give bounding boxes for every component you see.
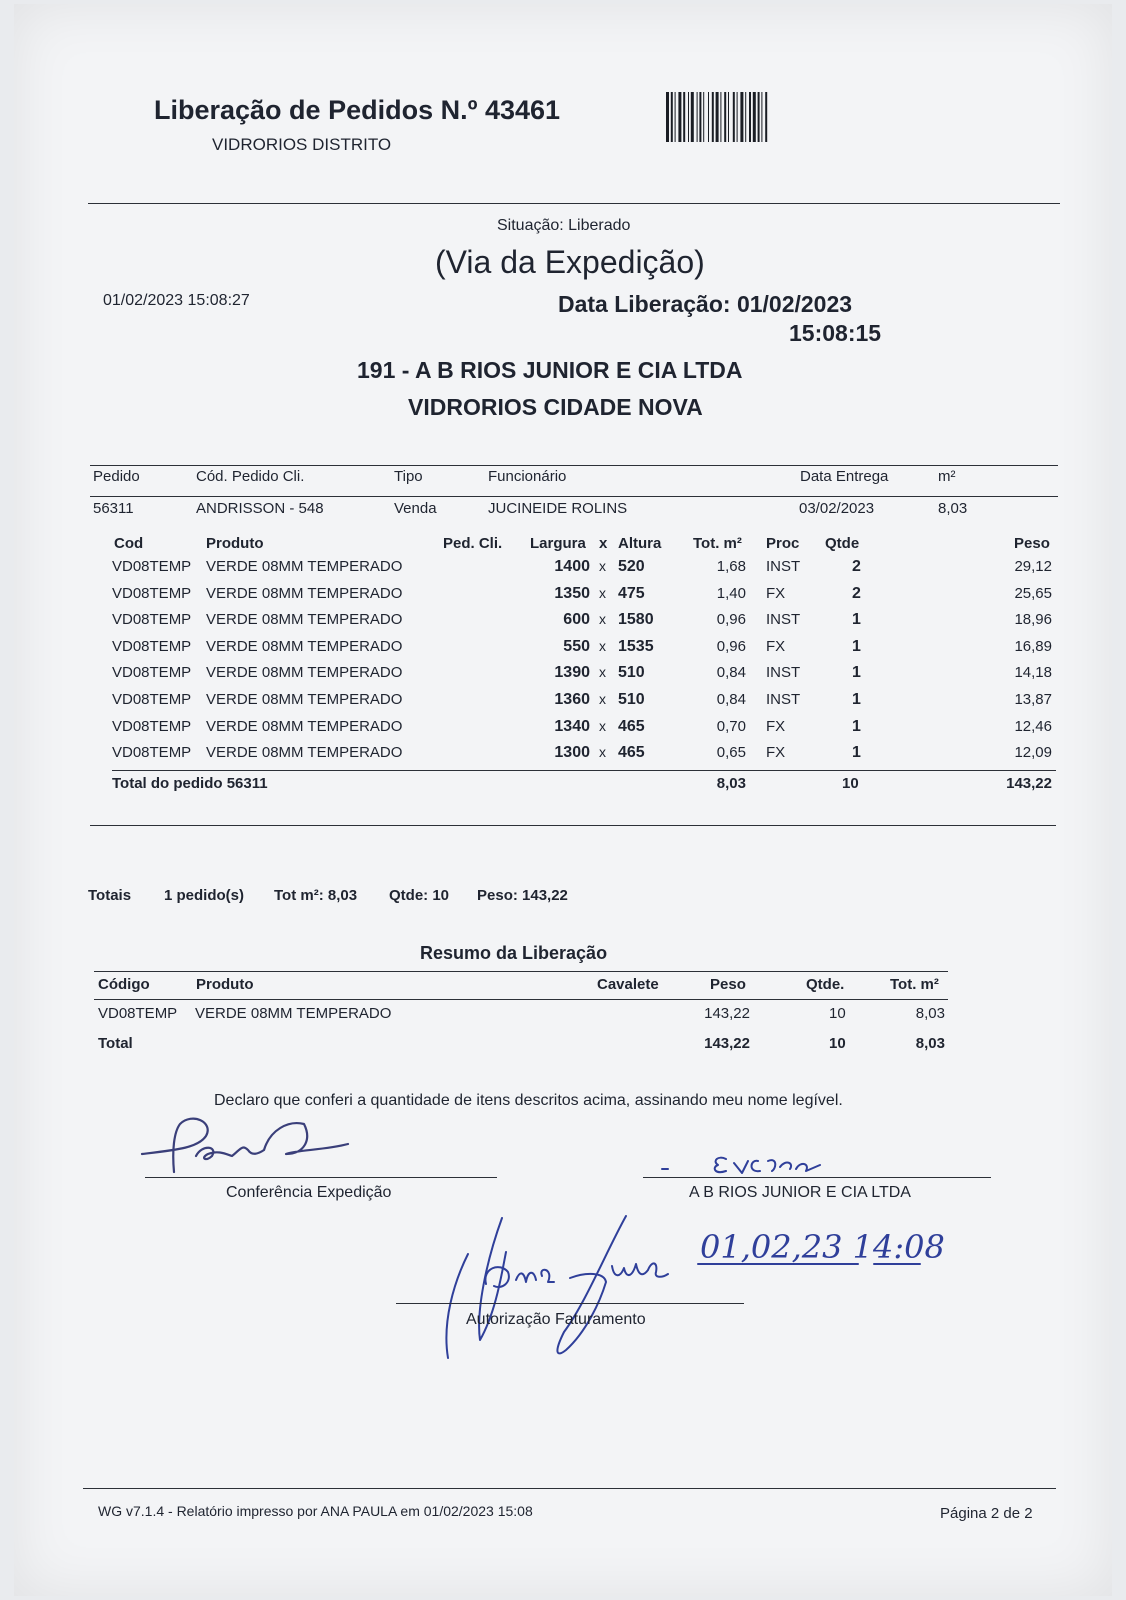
item-largura: 1350 — [554, 585, 590, 602]
item-produto: VERDE 08MM TEMPERADO — [206, 638, 403, 655]
declaration-text: Declaro que conferi a quantidade de itens descritos acima, assinando meu nome legível. — [214, 1092, 843, 1109]
item-cod: VD08TEMP — [112, 691, 192, 708]
summary-title: Resumo da Liberação — [420, 943, 608, 963]
status-text: Situação: Liberado — [497, 217, 631, 234]
item-altura: 475 — [618, 585, 645, 602]
item-x: x — [599, 691, 606, 707]
item-largura: 1340 — [554, 718, 590, 735]
col-tot-m2: Tot. m² — [890, 976, 939, 993]
item-proc: FX — [766, 718, 786, 735]
col-tipo: Tipo — [394, 468, 423, 485]
item-cod: VD08TEMP — [112, 718, 192, 735]
divider — [88, 203, 1060, 204]
divider — [83, 1488, 1056, 1489]
document-subtitle: VIDRORIOS DISTRITO — [212, 135, 392, 154]
col-pedido: Pedido — [93, 468, 140, 485]
col-altura: Altura — [618, 535, 662, 552]
item-produto: VERDE 08MM TEMPERADO — [206, 691, 403, 708]
order-total-qtde: 10 — [842, 775, 859, 792]
col-largura: Largura — [530, 535, 586, 552]
item-totm2: 0,70 — [716, 718, 746, 735]
item-totm2: 0,96 — [716, 611, 746, 628]
col-qtde: Qtde. — [806, 976, 845, 993]
item-altura: 510 — [618, 664, 645, 681]
item-totm2: 1,40 — [716, 585, 746, 602]
client-name: 191 - A B RIOS JUNIOR E CIA LTDA — [357, 357, 743, 383]
client-branch: VIDRORIOS CIDADE NOVA — [408, 394, 703, 420]
page-number: Página 2 de 2 — [940, 1505, 1033, 1522]
svg-text:01,02,23 14:08: 01,02,23 14:08 — [700, 1228, 945, 1266]
col-produto: Produto — [206, 535, 264, 552]
divider — [90, 465, 1058, 466]
col-proc: Proc — [766, 535, 800, 552]
tipo-value: Venda — [394, 500, 437, 517]
item-largura: 550 — [563, 638, 590, 655]
totals-peso: Peso: 143,22 — [477, 887, 568, 904]
item-totm2: 0,84 — [716, 664, 746, 681]
totals-pedidos: 1 pedido(s) — [164, 887, 245, 904]
signature-empresa-icon — [660, 1145, 860, 1181]
item-totm2: 0,84 — [716, 691, 746, 708]
item-altura: 465 — [618, 718, 645, 735]
data-entrega-value: 03/02/2023 — [799, 500, 875, 517]
col-qtde: Qtde — [825, 535, 860, 552]
col-cod: Cod — [114, 535, 144, 552]
order-total-peso: 143,22 — [1006, 775, 1052, 792]
col-peso: Peso — [710, 976, 746, 993]
item-cod: VD08TEMP — [112, 638, 192, 655]
item-produto: VERDE 08MM TEMPERADO — [206, 585, 403, 602]
totals-m2: Tot m²: 8,03 — [274, 887, 358, 904]
copy-type: (Via da Expedição) — [435, 244, 705, 280]
item-cod: VD08TEMP — [112, 611, 192, 628]
summary-qtde: 10 — [829, 1005, 846, 1022]
signature-line — [145, 1177, 497, 1178]
summary-peso: 143,22 — [704, 1005, 750, 1022]
item-totm2: 0,96 — [716, 638, 746, 655]
item-peso: 12,09 — [1014, 744, 1052, 761]
item-proc: FX — [766, 744, 786, 761]
col-ped-cli: Ped. Cli. — [443, 535, 503, 552]
col-peso: Peso — [1014, 535, 1050, 552]
col-funcionario: Funcionário — [488, 468, 567, 485]
summary-total-qtde: 10 — [829, 1035, 846, 1052]
item-cod: VD08TEMP — [112, 664, 192, 681]
item-altura: 465 — [618, 744, 645, 761]
item-peso: 16,89 — [1014, 638, 1052, 655]
summary-total-totm2: 8,03 — [915, 1035, 945, 1052]
summary-codigo: VD08TEMP — [98, 1005, 178, 1022]
item-x: x — [599, 611, 606, 627]
m2-value: 8,03 — [938, 500, 968, 517]
item-altura: 1535 — [618, 638, 654, 655]
item-x: x — [599, 718, 606, 734]
item-proc: INST — [766, 558, 801, 575]
release-time: 15:08:15 — [789, 320, 882, 346]
document-title: Liberação de Pedidos N.º 43461 — [154, 95, 561, 125]
pedido-value: 56311 — [93, 500, 134, 517]
item-peso: 25,65 — [1014, 585, 1052, 602]
order-total-label: Total do pedido 56311 — [112, 775, 268, 792]
item-x: x — [599, 558, 606, 574]
item-proc: FX — [766, 638, 786, 655]
item-altura: 1580 — [618, 611, 654, 628]
item-largura: 1300 — [554, 744, 590, 761]
item-qtde: 1 — [852, 718, 861, 735]
item-altura: 520 — [618, 558, 645, 575]
col-cod-pedido-cli: Cód. Pedido Cli. — [196, 468, 305, 485]
col-m2: m² — [938, 468, 956, 485]
order-total-m2: 8,03 — [716, 775, 746, 792]
item-qtde: 2 — [852, 558, 861, 575]
divider — [90, 825, 1056, 826]
col-tot-m2: Tot. m² — [693, 535, 742, 552]
item-qtde: 2 — [852, 585, 861, 602]
item-produto: VERDE 08MM TEMPERADO — [206, 744, 403, 761]
item-totm2: 0,65 — [716, 744, 746, 761]
item-x: x — [599, 638, 606, 654]
item-qtde: 1 — [852, 691, 861, 708]
item-qtde: 1 — [852, 744, 861, 761]
divider — [112, 770, 1056, 771]
divider — [94, 999, 948, 1000]
cod-pedido-cli-value: ANDRISSON - 548 — [196, 500, 324, 517]
item-totm2: 1,68 — [716, 558, 746, 575]
item-cod: VD08TEMP — [112, 585, 192, 602]
item-qtde: 1 — [852, 664, 861, 681]
item-x: x — [599, 744, 606, 760]
col-cavalete: Cavalete — [597, 976, 659, 993]
item-largura: 1360 — [554, 691, 590, 708]
item-proc: INST — [766, 611, 801, 628]
divider — [94, 971, 948, 972]
signature-autorizacao-icon — [436, 1212, 686, 1362]
item-altura: 510 — [618, 691, 645, 708]
item-qtde: 1 — [852, 638, 861, 655]
footer-print-info: WG v7.1.4 - Relatório impresso por ANA PAULA em 01/02/2023 15:08 — [98, 1503, 533, 1519]
item-largura: 600 — [563, 611, 590, 628]
item-peso: 12,46 — [1014, 718, 1052, 735]
signature-line — [643, 1177, 991, 1178]
item-peso: 29,12 — [1014, 558, 1052, 575]
funcionario-value: JUCINEIDE ROLINS — [488, 500, 628, 517]
totals-label: Totais — [88, 887, 132, 904]
totals-qtde: Qtde: 10 — [389, 887, 450, 904]
col-codigo: Código — [98, 976, 150, 993]
item-cod: VD08TEMP — [112, 744, 192, 761]
item-proc: FX — [766, 585, 786, 602]
item-peso: 13,87 — [1014, 691, 1052, 708]
item-x: x — [599, 664, 606, 680]
item-peso: 18,96 — [1014, 611, 1052, 628]
barcode-icon — [666, 92, 836, 142]
summary-total-label: Total — [98, 1035, 133, 1052]
signature-conferencia-icon — [136, 1110, 356, 1190]
item-x: x — [599, 585, 606, 601]
item-largura: 1400 — [554, 558, 590, 575]
release-date: Data Liberação: 01/02/2023 — [558, 291, 853, 317]
item-produto: VERDE 08MM TEMPERADO — [206, 611, 403, 628]
summary-total-peso: 143,22 — [704, 1035, 750, 1052]
conferencia-label: Conferência Expedição — [226, 1184, 392, 1201]
item-proc: INST — [766, 691, 801, 708]
item-proc: INST — [766, 664, 801, 681]
item-produto: VERDE 08MM TEMPERADO — [206, 718, 403, 735]
item-produto: VERDE 08MM TEMPERADO — [206, 558, 403, 575]
summary-totm2: 8,03 — [915, 1005, 945, 1022]
signature-line — [396, 1303, 744, 1304]
handwritten-date — [690, 1222, 980, 1272]
item-peso: 14,18 — [1014, 664, 1052, 681]
col-produto: Produto — [196, 976, 254, 993]
divider — [90, 496, 1058, 497]
col-data-entrega: Data Entrega — [800, 468, 889, 485]
item-qtde: 1 — [852, 611, 861, 628]
item-produto: VERDE 08MM TEMPERADO — [206, 664, 403, 681]
summary-produto: VERDE 08MM TEMPERADO — [195, 1005, 392, 1022]
printed-datetime: 01/02/2023 15:08:27 — [103, 292, 250, 309]
autorizacao-label: Autorização Faturamento — [466, 1311, 646, 1328]
empresa-label: A B RIOS JUNIOR E CIA LTDA — [689, 1184, 911, 1201]
item-largura: 1390 — [554, 664, 590, 681]
item-cod: VD08TEMP — [112, 558, 192, 575]
col-x: x — [599, 535, 608, 552]
